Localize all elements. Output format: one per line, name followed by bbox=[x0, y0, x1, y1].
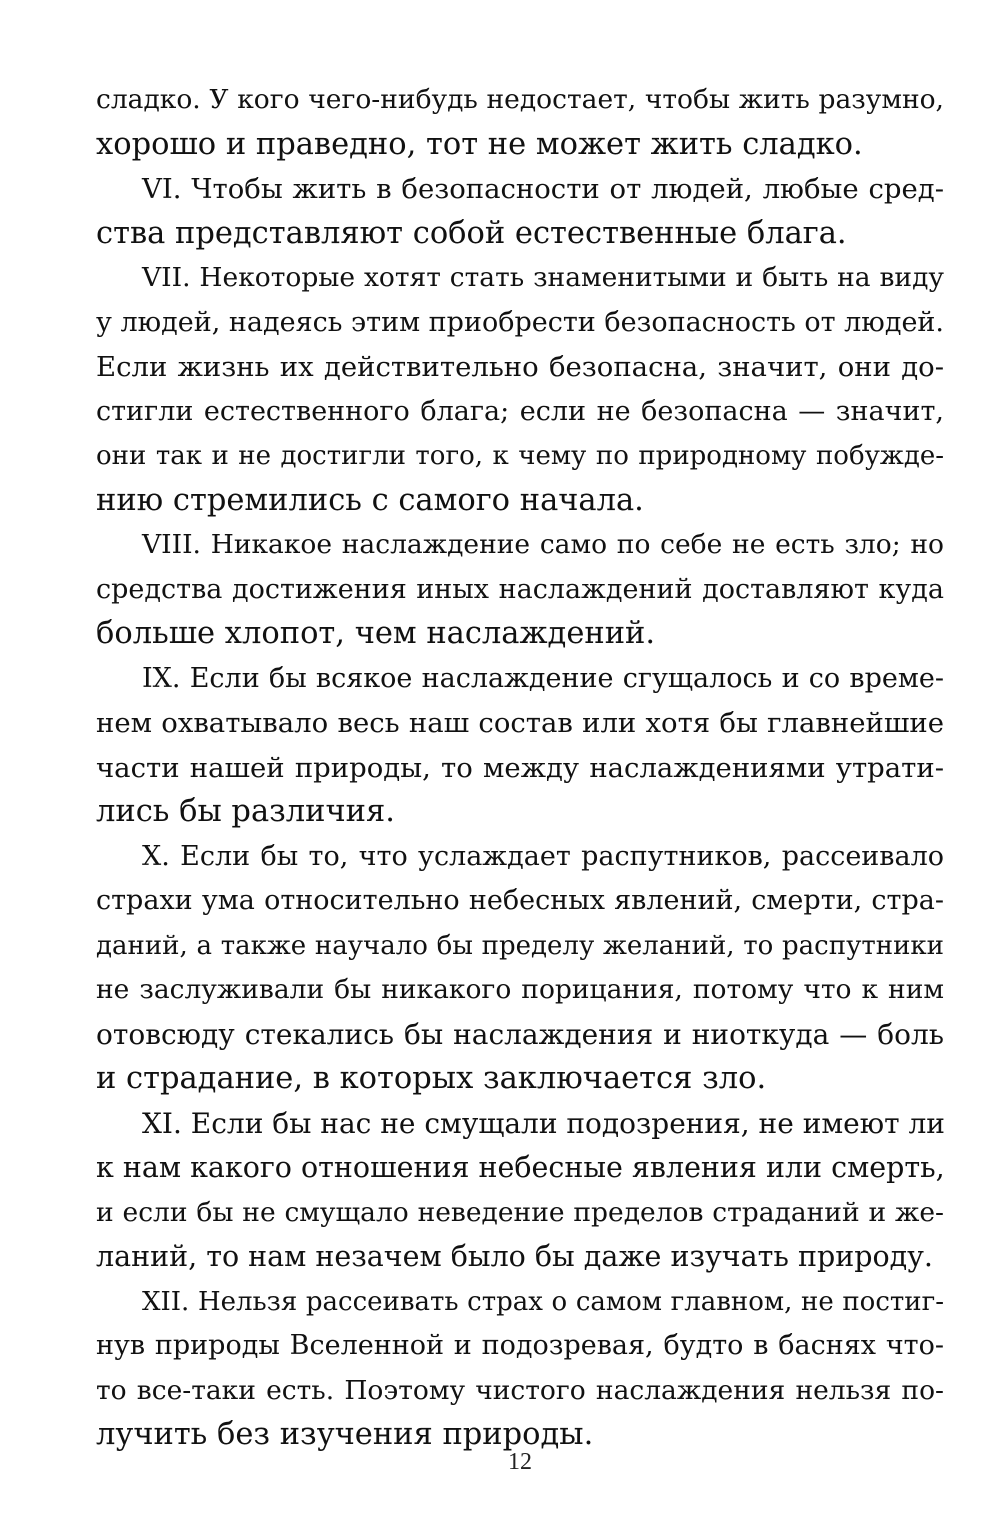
text-line: и если бы не смущало неведение пределов страданий и же- bbox=[96, 1196, 944, 1228]
text-line: лучить без изучения природы. bbox=[96, 1417, 594, 1452]
text-line: нув природы Вселенной и подозревая, будто в баснях что- bbox=[96, 1330, 944, 1361]
body-text bbox=[96, 78, 944, 1458]
text-line: к нам какого отношения небесные явления или смерть, bbox=[96, 1151, 945, 1184]
text-line: нию стремились с самого начала. bbox=[96, 482, 644, 518]
text-line: ланий, то нам незачем было бы даже изучать природу. bbox=[96, 1240, 933, 1273]
text-line: части нашей природы, то между наслаждениями утрати- bbox=[96, 751, 944, 784]
text-line: то все-таки есть. Поэтому чистого наслаждения нельзя по- bbox=[96, 1374, 944, 1406]
text-line: даний, а также научало бы пределу желаний, то распутники bbox=[96, 930, 944, 961]
text-line: сладко. У кого чего-нибудь недостает, чтобы жить разумно, bbox=[96, 84, 944, 115]
text-line: XII. Нельзя рассеивать страх о самом главном, не постиг- bbox=[142, 1286, 944, 1317]
text-line: у людей, надеясь этим приобрести безопасность от людей. bbox=[96, 306, 944, 338]
text-line: стигли естественного блага; если не безопасна — значит, bbox=[96, 395, 944, 427]
text-line: XI. Если бы нас не смущали подозрения, не имеют ли bbox=[142, 1106, 945, 1140]
text-line: IX. Если бы всякое наслаждение сгущалось и со време- bbox=[142, 662, 944, 694]
text-line: больше хлопот, чем наслаждений. bbox=[96, 616, 656, 651]
text-line: ства представляют собой естественные блага. bbox=[96, 215, 847, 251]
text-line: X. Если бы то, что услаждает распутников, рассеивало bbox=[142, 840, 944, 872]
text-line: нем охватывало весь наш состав или хотя бы главнейшие bbox=[96, 707, 944, 739]
text-line: и страдание, в которых заключается зло. bbox=[96, 1061, 767, 1096]
text-line: VI. Чтобы жить в безопасности от людей, любые сред- bbox=[142, 173, 944, 205]
text-line: хорошо и праведно, тот не может жить сладко. bbox=[96, 126, 863, 162]
page-number: 12 bbox=[508, 1449, 532, 1475]
text-line: VIII. Никакое наслаждение само по себе не есть зло; но bbox=[142, 529, 944, 560]
text-line: Если жизнь их действительно безопасна, значит, они до- bbox=[96, 351, 944, 383]
text-line: не заслуживали бы никакого порицания, потому что к ним bbox=[96, 974, 944, 1005]
text-line: они так и не достигли того, к чему по природному побужде- bbox=[96, 441, 944, 471]
text-line: страхи ума относительно небесных явлений, смерти, стра- bbox=[96, 885, 944, 916]
text-line: лись бы различия. bbox=[96, 794, 395, 829]
text-line: отовсюду стекались бы наслаждения и ниоткуда — боль bbox=[96, 1017, 944, 1051]
text-line: средства достижения иных наслаждений доставляют куда bbox=[96, 573, 944, 605]
text-line: VII. Некоторые хотят стать знаменитыми и быть на виду bbox=[142, 262, 944, 293]
